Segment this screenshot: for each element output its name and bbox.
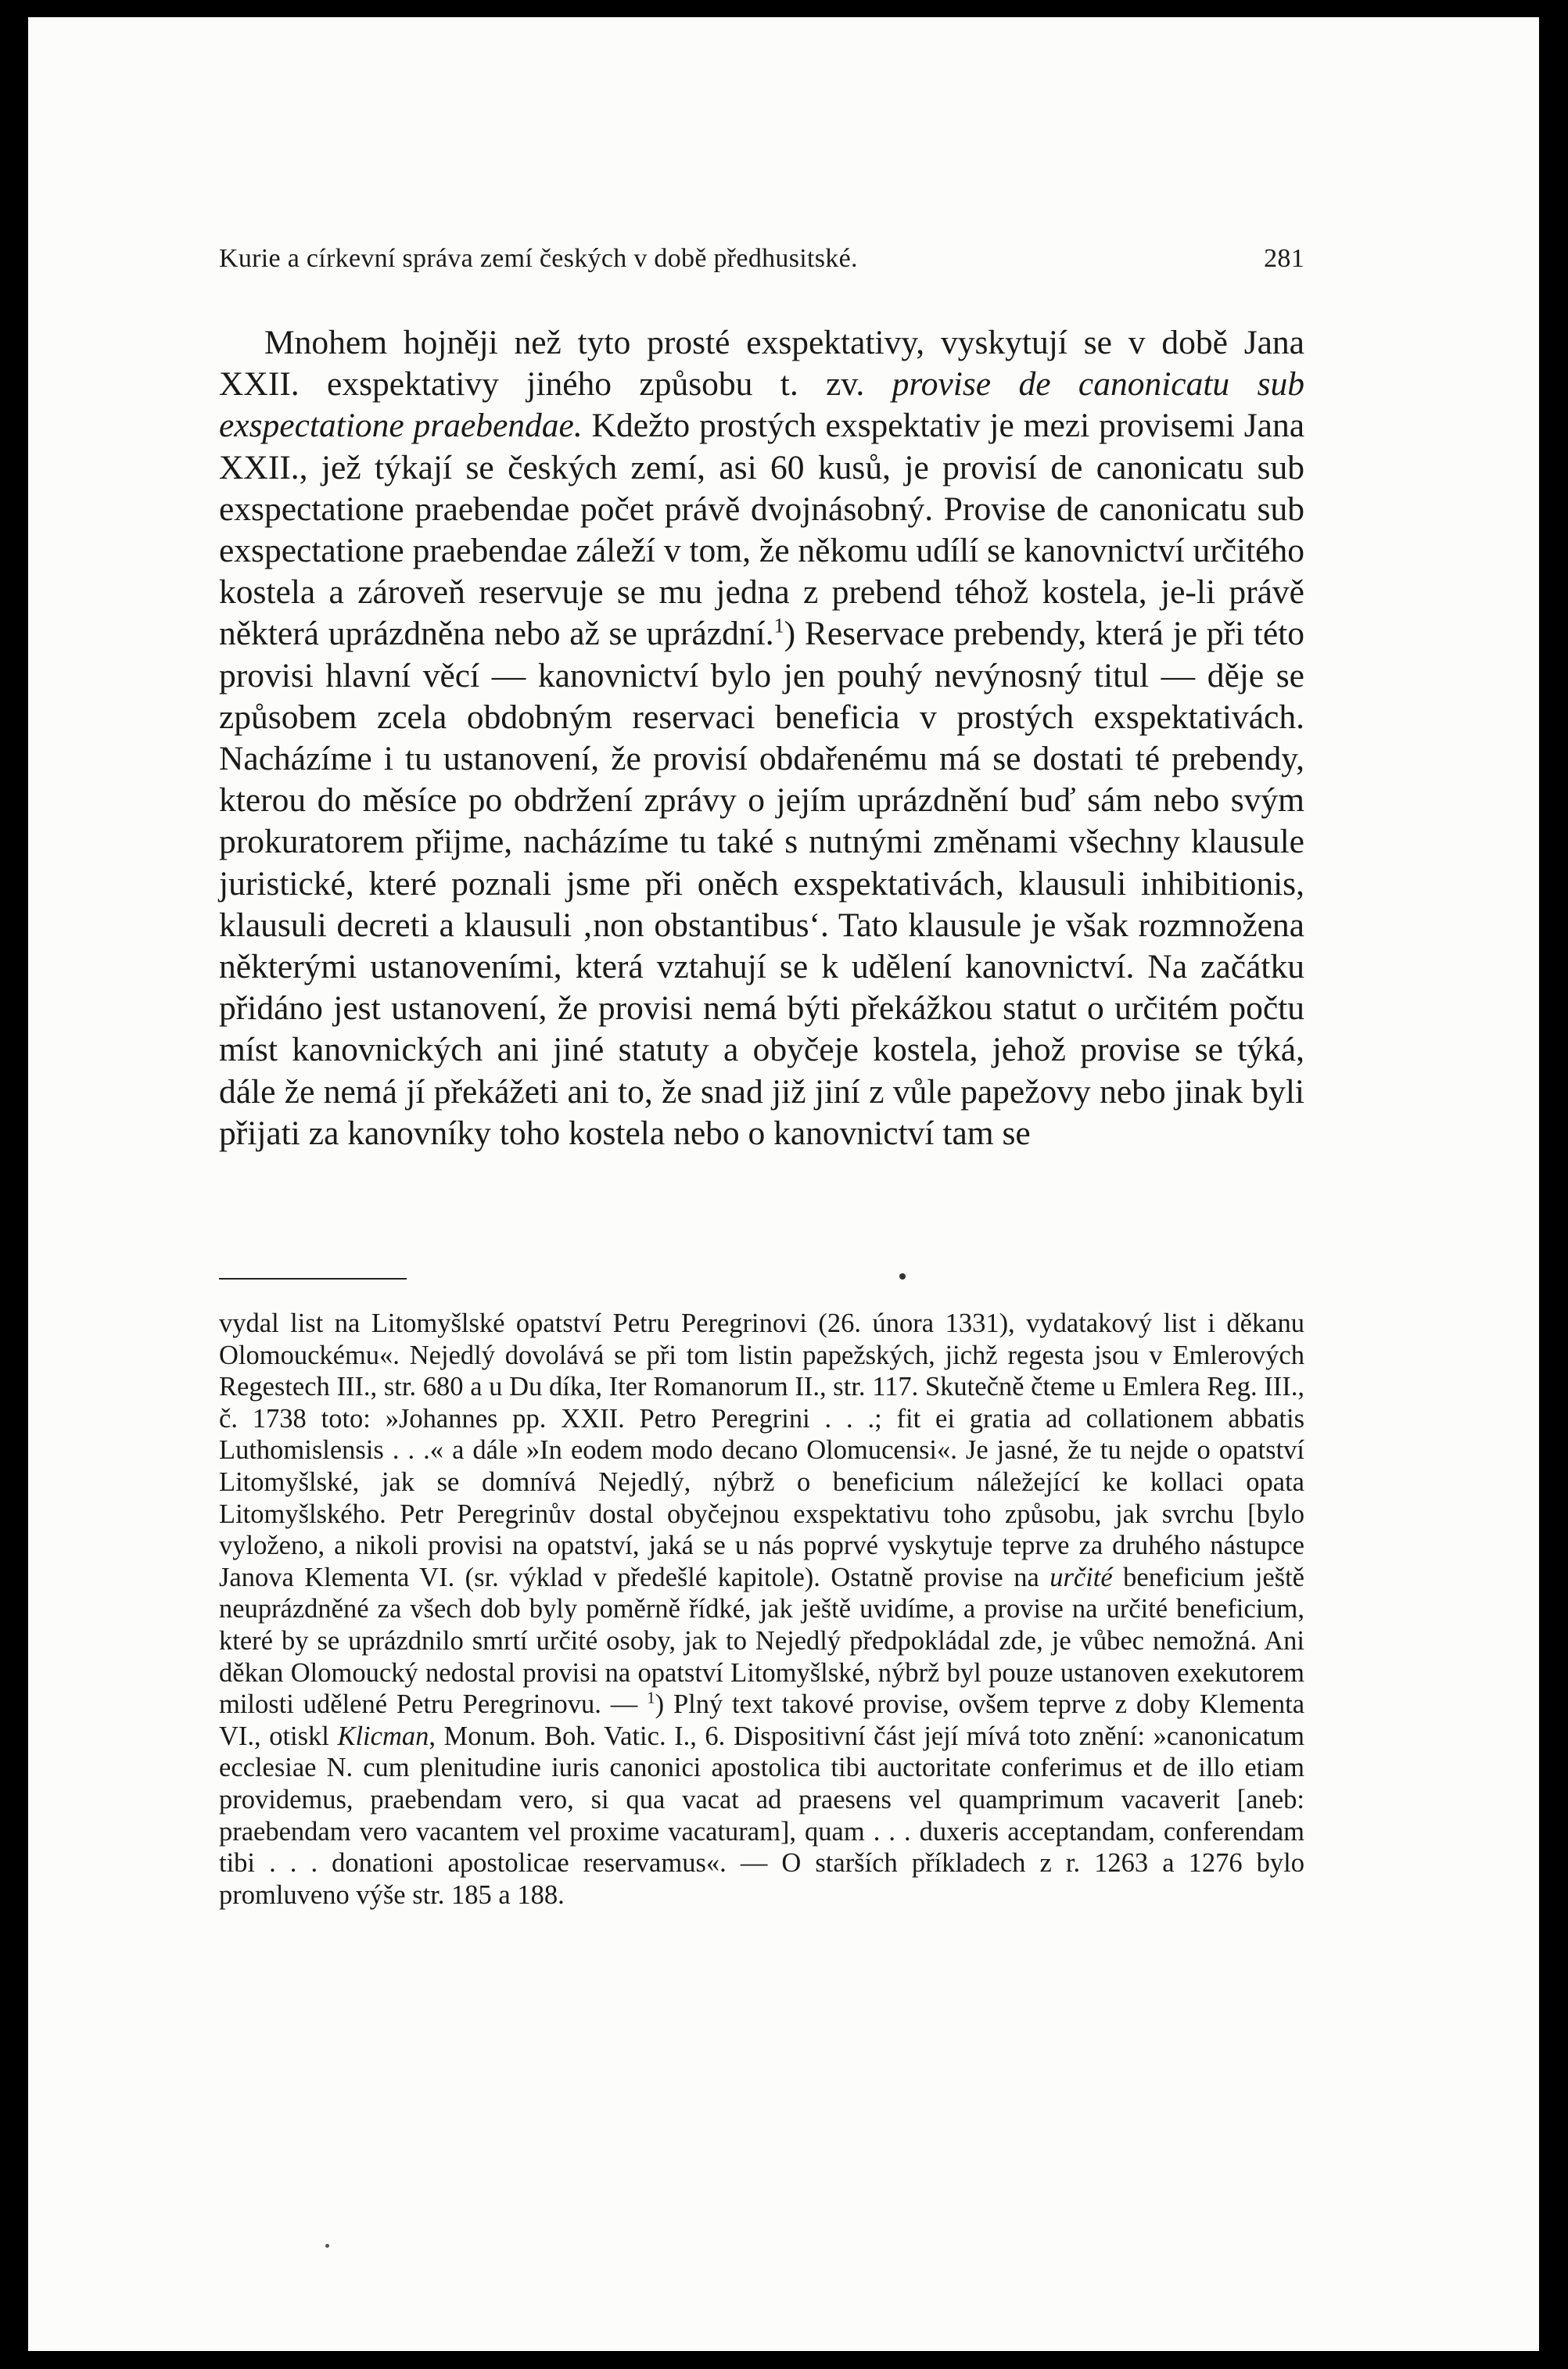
- footnote-italic-1: určité: [1050, 1562, 1113, 1592]
- running-header: [219, 244, 1304, 274]
- footnote-number: 1: [647, 1689, 655, 1707]
- footnote-part-d: , Monum. Boh. Vatic. I., 6. Dispositivní část její mívá toto znění: »canonicatum ecclesiae N. cum plenitudine iuris canonici apostolica tibi auctoritate conferimus et de illo etiam providemus, praebendam vero, si qua vacat ad praesens vel quamprimum vacaverit [aneb: praebendam vero vacantem vel proxime vacaturam], quam . . . duxeris acceptandam, conferendam tibi . . . donationi apostolicae reservamus«. — O starších příkladech z r. 1263 a 1276 bylo promluveno výše str. 185 a 188.: [219, 1721, 1304, 1910]
- footnotes: [219, 1308, 1304, 1911]
- body-text-b: Kdežto prostých exspektativ je mezi provisemi Jana XXII., jež týkají se českých zemí, asi 60 kusů, je provisí de canonicatu sub exspectatione praebendae počet právě dvojnásobný. Provise de canonicatu sub exspectatione praebendae záleží v tom, že někomu udílí se kanovnictví určitého kostela a zároveň reservuje se mu jedna z prebend téhož kostela, je-li právě některá uprázdněna nebo až se uprázdní.: [219, 407, 1305, 653]
- footnote-separator: [219, 1278, 407, 1280]
- page-number: 281: [1264, 244, 1304, 273]
- footnote-italic-2: Klicman: [337, 1721, 429, 1751]
- body-text-a: Mnohem hojněji než tyto prosté exspektativy, vyskytují se v době Jana XXII. exspektativy jiného způsobu t. zv.: [219, 324, 1304, 404]
- separator-dot: [899, 1273, 906, 1280]
- footnote-part-b: beneficium ještě neuprázdněné za všech dob byly poměrně řídké, jak ještě uvidíme, a provise na určité beneficium, které by se uprázdnilo smrtí určité osoby, jak to Nejedlý předpokládal zde, je vůbec nemožná. Ani děkan Olomoucký nedostal provisi na opatství Litomyšlské, nýbrž byl pouze ustanoven exekutorem milosti udělené Petru Peregrinovu. —: [219, 1562, 1304, 1720]
- running-title: Kurie a církevní správa zemí českých v době předhusitské.: [219, 244, 858, 273]
- footnote-part-c: ) Plný text takové provise, ovšem teprve z doby Klementa VI., otiskl: [219, 1689, 1305, 1751]
- footnote-marker: 1: [773, 614, 784, 637]
- footnote-text: [219, 1308, 1304, 1911]
- body-text-c: ) Reservace prebendy, která je při této provisi hlavní věcí — kanovnictví bylo jen pouhý nevýnosný titul — děje se způsobem zcela obdobným reservaci beneficia v prostých exspektativách. Nacházíme i tu ustanovení, že provisí obdařenému má se dostati té prebendy, kterou do měsíce po obdržení zprávy o jejím uprázdnění buď sám nebo svým prokuratorem přijme, nacházíme tu také s nutnými změnami všechny klausule juristické, které poznali jsme při oněch exspektativách, klausuli inhibitionis, klausuli decreti a klausuli ‚non obstantibus‘. Tato klausule je však rozmnožena některými ustanoveními, která vztahují se k udělení kanovnictví. Na začátku přidáno jest ustanovení, že provisi nemá býti překážkou statut o určitém počtu míst kanovnických ani jiné statuty a obyčeje kostela, jehož provise se týká, dále že nemá jí překážeti ani to, že snad již jiní z vůle papežovy nebo jinak byli přijati za kanovníky toho kostela nebo o kanovnictví tam se: [219, 615, 1305, 1152]
- main-text: [219, 322, 1304, 1154]
- body-italic-phrase: provise de canonicatu sub exspectatione praebendae.: [219, 365, 1304, 445]
- scanned-page: [28, 17, 1539, 2351]
- footnote-part-a: vydal list na Litomyšlské opatství Petru Peregrinovi (26. února 1331), vydatakový list i děkanu Olomouckému«. Nejedlý dovolává se při tom listin papežských, jichž regesta jsou v Emlerových Regestech III., str. 680 a u Du díka, Iter Romanorum II., str. 117. Skutečně čteme u Emlera Reg. III., č. 1738 toto: »Johannes pp. XXII. Petro Peregrini . . .; fit ei gratia ad collationem abbatis Luthomislensis . . .« a dále »In eodem modo decano Olomucensi«. Je jasné, že tu nejde o opatství Litomyšlské, jak se domnívá Nejedlý, nýbrž o beneficium náležející ke kollaci opata Litomyšlského. Petr Peregrinův dostal obyčejnou exspektativu toho způsobu, jak svrchu [bylo vyloženo, a nikoli provisi na opatství, jaká se u nás poprvé vyskytuje teprve za druhého nástupce Janova Klementa VI. (sr. výklad v předešlé kapitole). Ostatně provise na: [219, 1308, 1304, 1592]
- scan-speck: [325, 2244, 329, 2248]
- body-paragraph: [219, 322, 1304, 1154]
